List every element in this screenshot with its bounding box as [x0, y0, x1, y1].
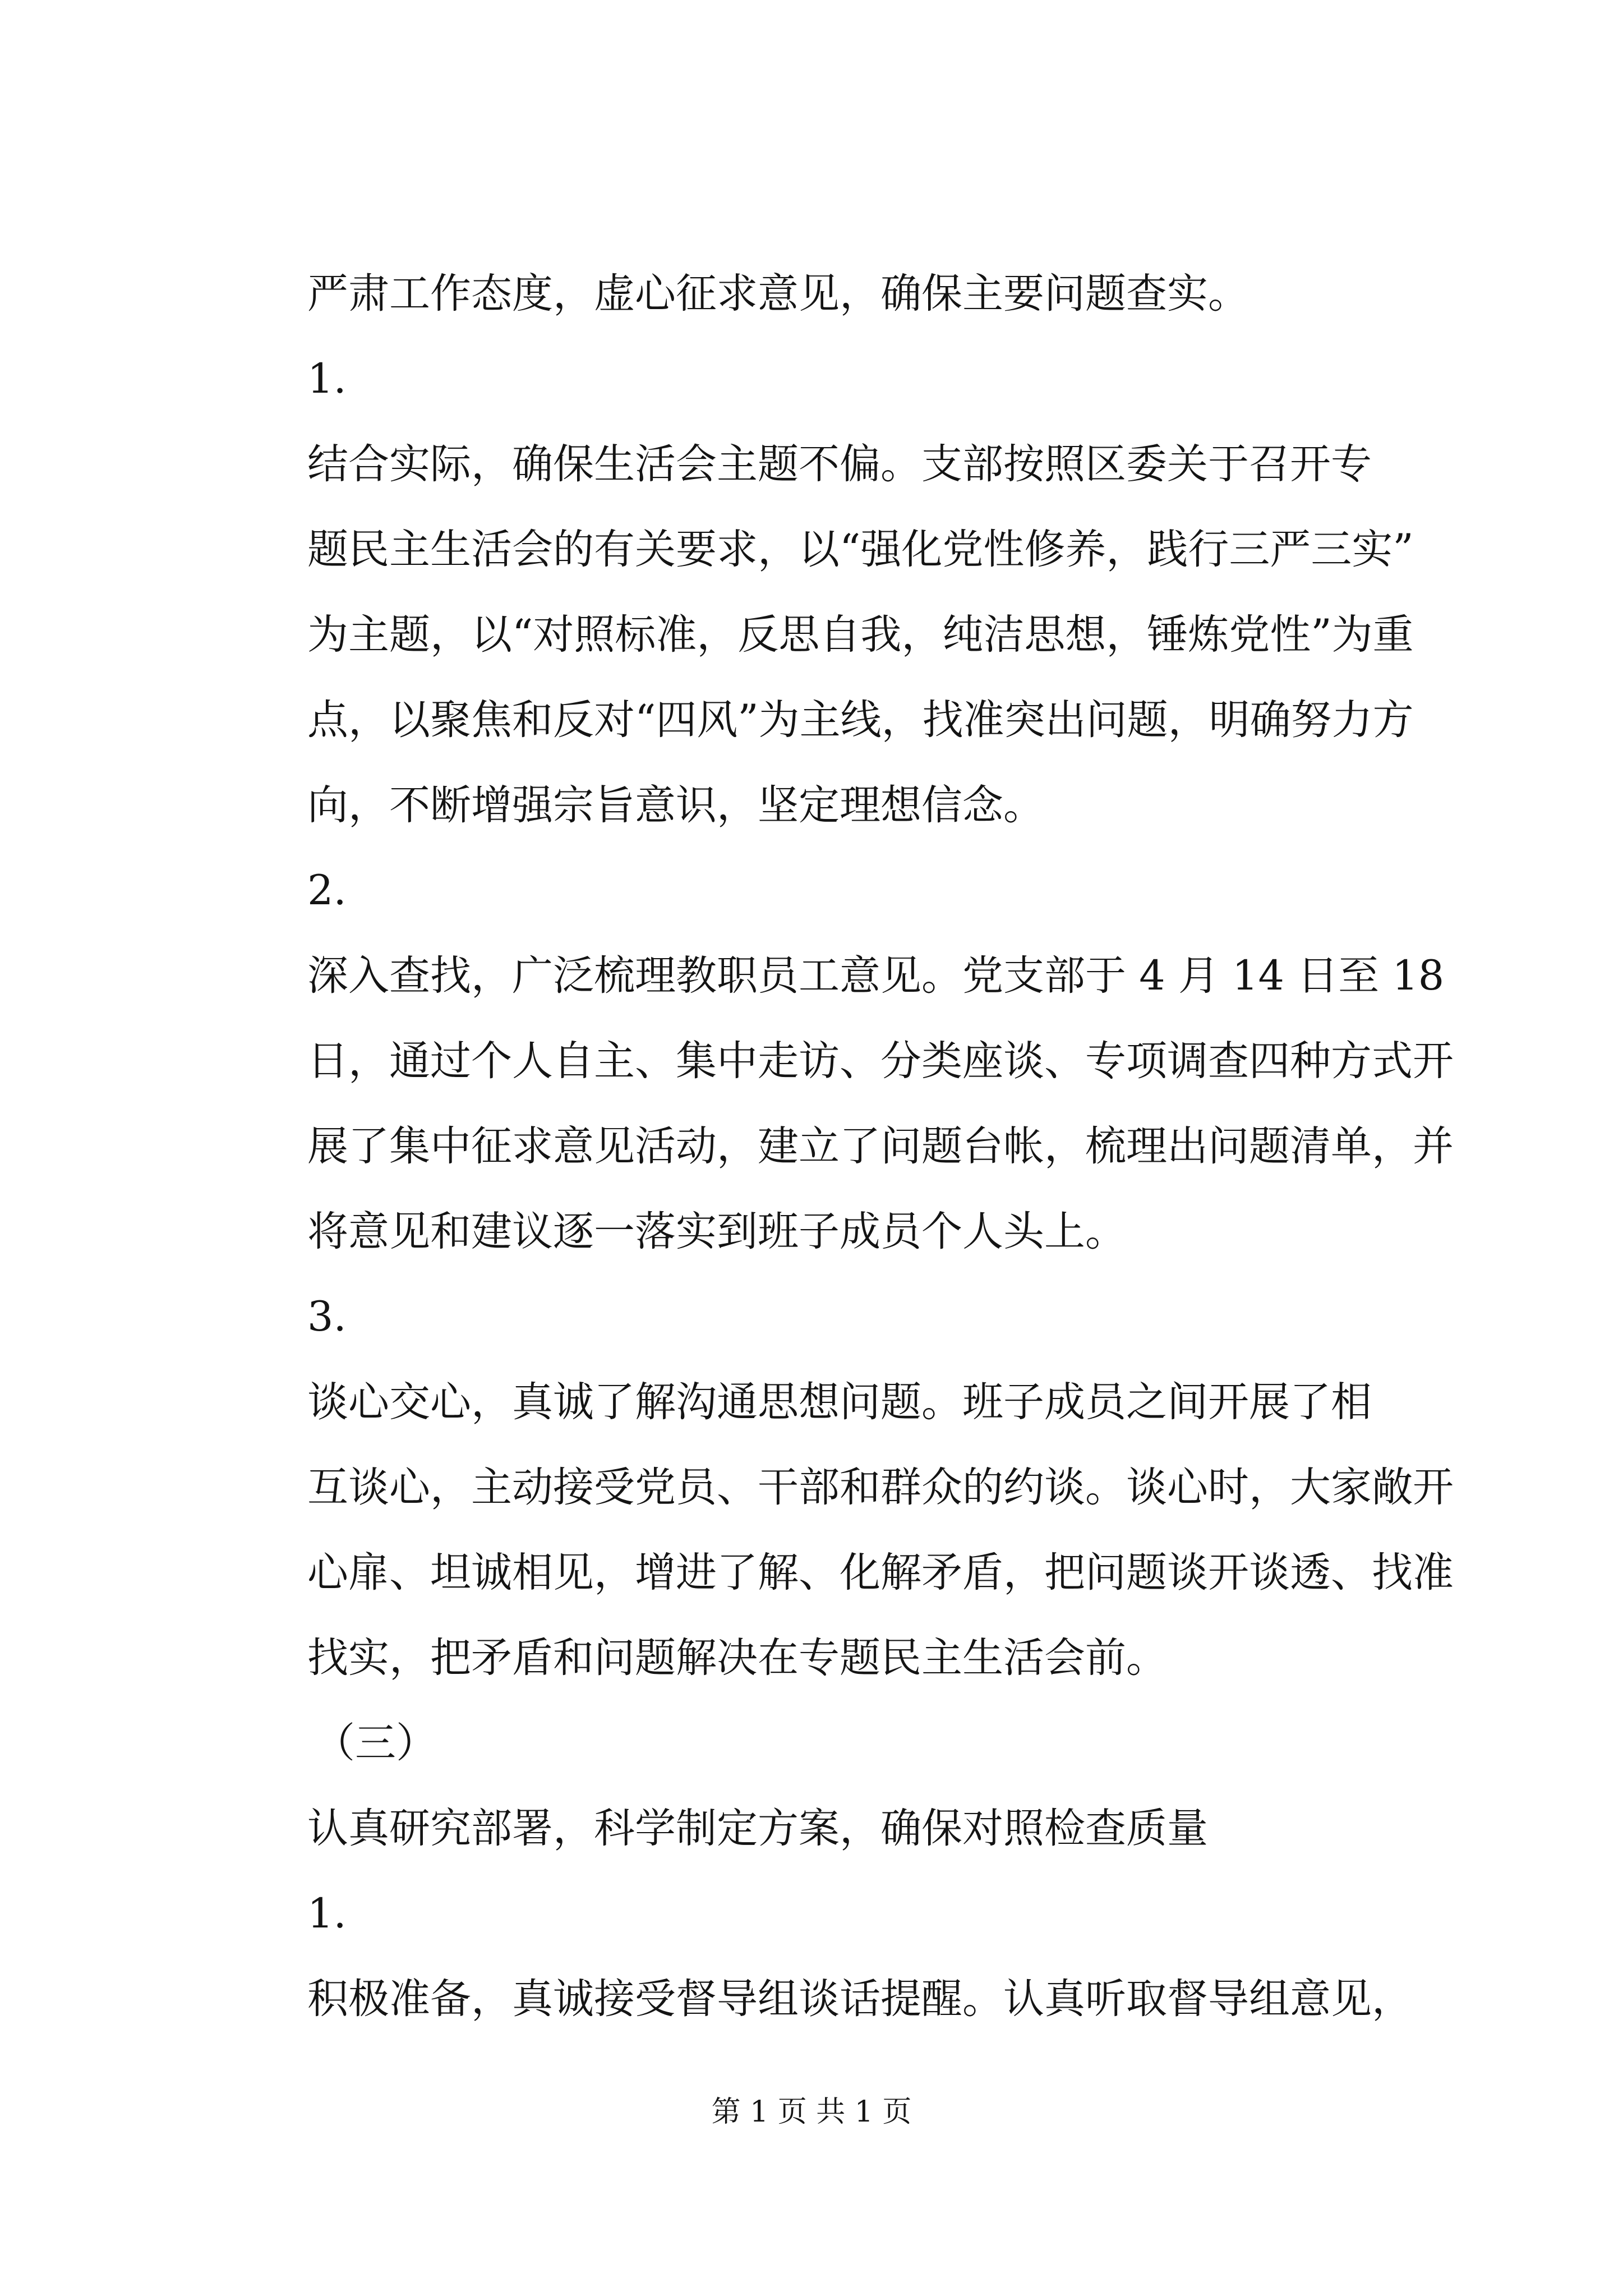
paragraph-3-line-2: 互谈心，主动接受党员、干部和群众的约谈。谈心时，大家敞开 — [307, 1464, 1454, 1511]
paragraph-2-line-4: 将意见和建议逐一落实到班子成员个人头上。 — [307, 1208, 1126, 1255]
paragraph-4-line-1: 积极准备，真诚接受督导组谈话提醒。认真听取督导组意见， — [307, 1975, 1413, 2023]
paragraph-3-line-3: 心扉、坦诚相见，增进了解、化解矛盾，把问题谈开谈透、找准 — [307, 1549, 1454, 1596]
item-number-1b: 1. — [307, 1890, 347, 1938]
paragraph-1-line-1: 结合实际，确保生活会主题不偏。支部按照区委关于召开专 — [307, 440, 1372, 488]
paragraph-2-line-2: 日，通过个人自主、集中走访、分类座谈、专项调查四种方式开 — [307, 1037, 1454, 1085]
paragraph-1-line-2: 题民主生活会的有关要求，以“强化党性修养，践行三严三实” — [307, 526, 1414, 573]
item-number-3: 3. — [307, 1293, 347, 1341]
text-line-1: 严肃工作态度，虚心征求意见，确保主要问题查实。 — [307, 270, 1249, 318]
paragraph-3-line-1: 谈心交心，真诚了解沟通思想问题。班子成员之间开展了相 — [307, 1378, 1372, 1426]
paragraph-1-line-5: 向，不断增强宗旨意识，坚定理想信念。 — [307, 781, 1044, 829]
paragraph-1-line-4: 点，以聚焦和反对“四风”为主线，找准突出问题，明确努力方 — [307, 696, 1414, 744]
section-heading: 认真研究部署，科学制定方案，确保对照检查质量 — [307, 1805, 1208, 1852]
paragraph-2-line-3: 展了集中征求意见活动，建立了问题台帐，梳理出问题清单，并 — [307, 1122, 1454, 1170]
item-number-2: 2. — [307, 867, 347, 914]
paragraph-1-line-3: 为主题，以“对照标准，反思自我，纯洁思想，锤炼党性”为重 — [307, 611, 1414, 659]
paragraph-2-line-1: 深入查找，广泛梳理教职员工意见。党支部于 4 月 14 日至 18 — [307, 952, 1445, 1000]
page-footer: 第 1 页 共 1 页 — [711, 2095, 912, 2129]
section-number-3: （三） — [314, 1719, 437, 1767]
item-number-1: 1. — [307, 355, 347, 403]
paragraph-3-line-4: 找实，把矛盾和问题解决在专题民主生活会前。 — [307, 1634, 1167, 1682]
